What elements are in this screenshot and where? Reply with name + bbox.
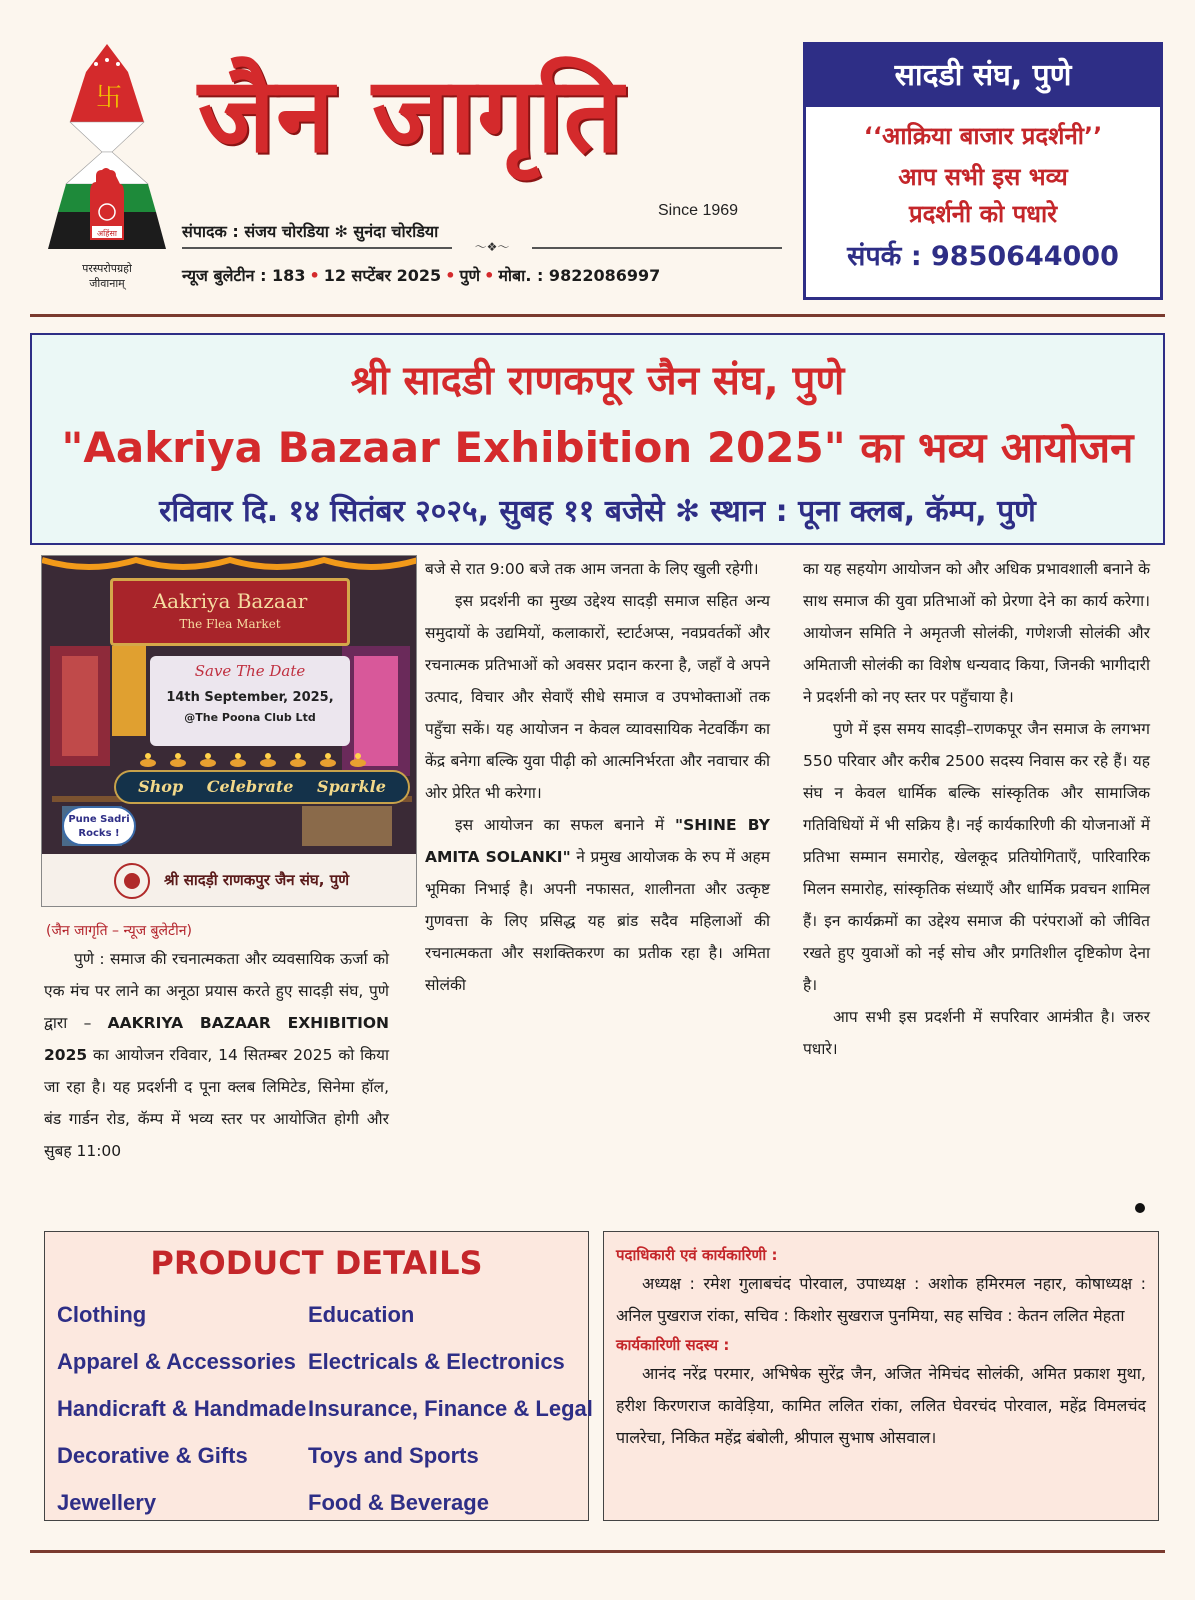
newspaper-title: जैन जागृति bbox=[198, 53, 624, 176]
marigold-garland-icon bbox=[42, 556, 417, 574]
emblem-text: अहिंसा bbox=[97, 229, 117, 238]
product-item: Insurance, Finance & Legal bbox=[308, 1396, 593, 1421]
ad-heading: सादडी संघ, पुणे bbox=[806, 45, 1160, 107]
badge-line-1: Pune Sadri bbox=[68, 814, 130, 825]
advertisement-box bbox=[803, 42, 1163, 300]
bulletin-number: न्यूज बुलेटीन : 183 bbox=[182, 266, 306, 285]
editors-line: संपादक : संजय चोरडिया ✻ सुनंदा चोरडिया bbox=[182, 222, 439, 241]
product-item: Food & Beverage bbox=[308, 1490, 489, 1515]
article-bold-text: AAKRIYA BAZAAR EXHIBITION 2025 bbox=[44, 1014, 389, 1064]
article-paragraph: का यह सहयोग आयोजन को और अधिक प्रभावशाली बनाने के साथ समाज की युवा प्रतिभाओं को प्रेरणा देने का कार्य करेगा। आयोजन समिति ने अमृतजी सोलंकी, गणेशजी सोलंकी और अमिताजी सोलंकी का विशेष धन्यवाद किया, जिनकी भागीदारी ने प्रदर्शनी को नए स्तर पर पहुँचाया है। bbox=[803, 560, 1150, 706]
save-the-date-text: Save The Date bbox=[194, 662, 306, 680]
product-details-title: PRODUCT DETAILS bbox=[150, 1244, 483, 1282]
article-text: इस आयोजन का सफल बनाने में bbox=[455, 816, 665, 834]
article-paragraph: बजे से रात 9:00 बजे तक आम जनता के लिए खुली रहेगी। bbox=[425, 560, 759, 578]
ad-line-3: प्रदर्शनी को पधारे bbox=[908, 200, 1058, 228]
bulletin-date: 12 सप्टेंबर 2025 bbox=[323, 266, 442, 285]
bullet-icon: • bbox=[484, 266, 495, 285]
poster-date: 14th September, 2025, bbox=[166, 690, 334, 705]
executive-members-heading: कार्यकारिणी सदस्य : bbox=[616, 1336, 730, 1354]
article-paragraph: इस प्रदर्शनी का मुख्य उद्देश्य सादड़ी समाज सहित अन्य समुदायों के उद्यमियों, कलाकारों, स्टार्टअप्स, नवप्रवर्तकों और रचनात्मक प्रतिभाओं को अवसर प्रदान करना है, जहाँ वे अपने उत्पाद, विचार और सेवाएँ सीधे समाज व उपभोक्ताओं तक पहुँचा सकें। यह आयोजन न केवल व्यावसायिक नेटवर्किंग का केंद्र बनेगा बल्कि युवा पीढ़ी को आत्मनिर्भरता और नवाचार की ओर प्रेरित भी करेगा। bbox=[425, 592, 770, 802]
office-bearers-heading: पदाधिकारी एवं कार्यकारिणी : bbox=[616, 1246, 778, 1264]
article-paragraph bbox=[425, 809, 770, 1001]
bulletin-info-line bbox=[182, 264, 660, 286]
article-column-1 bbox=[44, 943, 389, 1167]
svg-text:卐: 卐 bbox=[96, 83, 123, 113]
poster-subtitle: The Flea Market bbox=[179, 617, 281, 631]
product-item: Toys and Sports bbox=[308, 1443, 479, 1468]
logo-motto bbox=[48, 261, 166, 291]
photo-caption: (जैन जागृति – न्यूज बुलेटीन) bbox=[46, 923, 192, 939]
product-details-box bbox=[44, 1231, 593, 1521]
product-item: Clothing bbox=[57, 1302, 147, 1327]
office-bearers-box bbox=[603, 1231, 1159, 1521]
executive-members-list: आनंद नरेंद्र परमार, अभिषेक सुरेंद्र जैन, अजित नेमिचंद सोलंकी, अमित प्रकाश मुथा, हरीश किरणराज कावेड़िया, कामित ललित रांका, ललित घेवरचंद पोरवाल, महेंद्र विमलचंद पालरेचा, निकित महेंद्र बंबोली, श्रीपाल सुभाष ओसवाल। bbox=[616, 1364, 1146, 1447]
article-paragraph: पुणे में इस समय सादड़ी–राणकपूर जैन समाज के लगभग 550 परिवार और करीब 2500 सदस्य निवास कर रहे हैं। यह संघ न केवल धार्मिक बल्कि सांस्कृतिक और सामाजिक गतिविधियों में भी सक्रिय है। नई कार्यकारिणी की योजनाओं में प्रतिभा सम्मान समारोह, खेलकूद प्रतियोगिताएँ, पारिवारिक मिलन समारोह, सांस्कृतिक संध्याएँ और धार्मिक प्रवचन शामिल हैं। इन कार्यक्रमों का उद्देश्य समाज की परंपराओं को जीवित रखते हुए युवाओं को नई सोच और प्रगतिशील दृष्टिकोण देना है। bbox=[803, 720, 1150, 994]
sangh-seal-icon bbox=[114, 863, 150, 899]
bullet-icon: • bbox=[309, 266, 320, 285]
article-text: का आयोजन रविवार, 14 सितम्बर 2025 को किया जा रहा है। यह प्रदर्शनी द पूना क्लब लिमिटेड, सिनेमा हॉल, बंड गार्डन रोड, कॅम्प में भव्य स्तर पर आयोजित होगी और सुबह 11:00 bbox=[44, 1046, 389, 1160]
poster-title: Aakriya Bazaar bbox=[152, 589, 308, 613]
product-item: Apparel & Accessories bbox=[57, 1349, 296, 1374]
article-paragraph: आप सभी इस प्रदर्शनी में सपरिवार आमंत्रीत है। जरुर पधारे। bbox=[803, 1008, 1150, 1058]
product-item: Electricals & Electronics bbox=[308, 1349, 565, 1374]
ad-line-2: आप सभी इस भव्य bbox=[898, 163, 1068, 191]
diya-lamps-icon bbox=[138, 752, 370, 768]
jain-symbol-icon bbox=[48, 44, 166, 259]
badge-line-2: Rocks ! bbox=[78, 828, 120, 839]
masthead bbox=[198, 50, 758, 220]
pune-sadri-badge bbox=[62, 806, 136, 846]
divider-ornament-icon: 〜❖〜 bbox=[452, 240, 532, 254]
poster-footer-text: श्री सादड़ी राणकपुर जैन संघ, पुणे bbox=[164, 871, 350, 889]
poster-venue: @The Poona Club Ltd bbox=[184, 711, 316, 724]
article-text: पुणे : समाज की रचनात्मकता और व्यवसायिक ऊर्जा को एक मंच पर लाने का अनूठा प्रयास करते हुए सादड़ी संघ, पुणे द्वारा – bbox=[44, 950, 389, 1032]
footer-rule bbox=[30, 1550, 1165, 1553]
headline-line-1: श्री सादडी राणकपूर जैन संघ, पुणे bbox=[350, 358, 845, 404]
article-paragraph bbox=[44, 943, 389, 1167]
ad-contact: संपर्क : 9850644000 bbox=[847, 241, 1119, 272]
motto-line-1: परस्परोपग्रहो bbox=[82, 262, 132, 275]
poster-banner bbox=[110, 578, 350, 646]
bulletin-city: पुणे bbox=[459, 266, 481, 285]
article-bold-text: "SHINE BY AMITA SOLANKI" bbox=[425, 816, 770, 866]
poster-tagline: Shop Celebrate Sparkle bbox=[114, 770, 410, 804]
masthead-divider bbox=[182, 240, 782, 254]
article-text: ने प्रमुख आयोजक के रुप में अहम भूमिका निभाई है। अपनी नफासत, शालीनता और उत्कृष्ट गुणवत्ता के लिए प्रसिद्ध यह ब्रांड सदैव महिलाओं की रचनात्मकता और सशक्तिकरण का प्रतीक रहा है। अमिता सोलंकी bbox=[425, 848, 770, 994]
headline-line-3: रविवार दि. १४ सितंबर २०२५, सुबह ११ बजेसे ✻ स्थान : पूना क्लब, कॅम्प, पुणे bbox=[159, 494, 1036, 529]
article-end-marker-icon bbox=[1135, 1203, 1145, 1213]
product-item: Jewellery bbox=[57, 1490, 157, 1515]
office-bearers-list: अध्यक्ष : रमेश गुलाबचंद पोरवाल, उपाध्यक्ष : अशोक हमिरमल नहार, कोषाध्यक्ष : अनिल पुखराज रांका, सचिव : किशोर सुखराज पुनमिया, सह सचिव : केतन ललित मेहता bbox=[616, 1274, 1146, 1325]
ad-line-1: ‘‘आक्रिया बाजार प्रदर्शनी’’ bbox=[863, 122, 1103, 150]
article-column-2 bbox=[425, 553, 770, 1001]
product-item: Handicraft & Handmade bbox=[57, 1396, 307, 1421]
motto-line-2: जीवानाम् bbox=[89, 277, 125, 290]
product-item: Education bbox=[308, 1302, 415, 1327]
bulletin-mobile: मोबा. : 9822086997 bbox=[498, 266, 661, 285]
product-item: Decorative & Gifts bbox=[57, 1443, 248, 1468]
since-year: Since 1969 bbox=[658, 202, 739, 219]
bullet-icon: • bbox=[445, 266, 456, 285]
event-poster-image bbox=[41, 555, 417, 907]
save-the-date-card bbox=[150, 656, 350, 746]
headline-box bbox=[30, 333, 1165, 545]
article-column-3 bbox=[803, 553, 1150, 1065]
jain-emblem-logo bbox=[48, 44, 166, 304]
headline-line-2: "Aakriya Bazaar Exhibition 2025" का भव्य आयोजन bbox=[61, 423, 1134, 472]
header-rule bbox=[30, 314, 1165, 317]
poster-footer bbox=[42, 854, 417, 907]
